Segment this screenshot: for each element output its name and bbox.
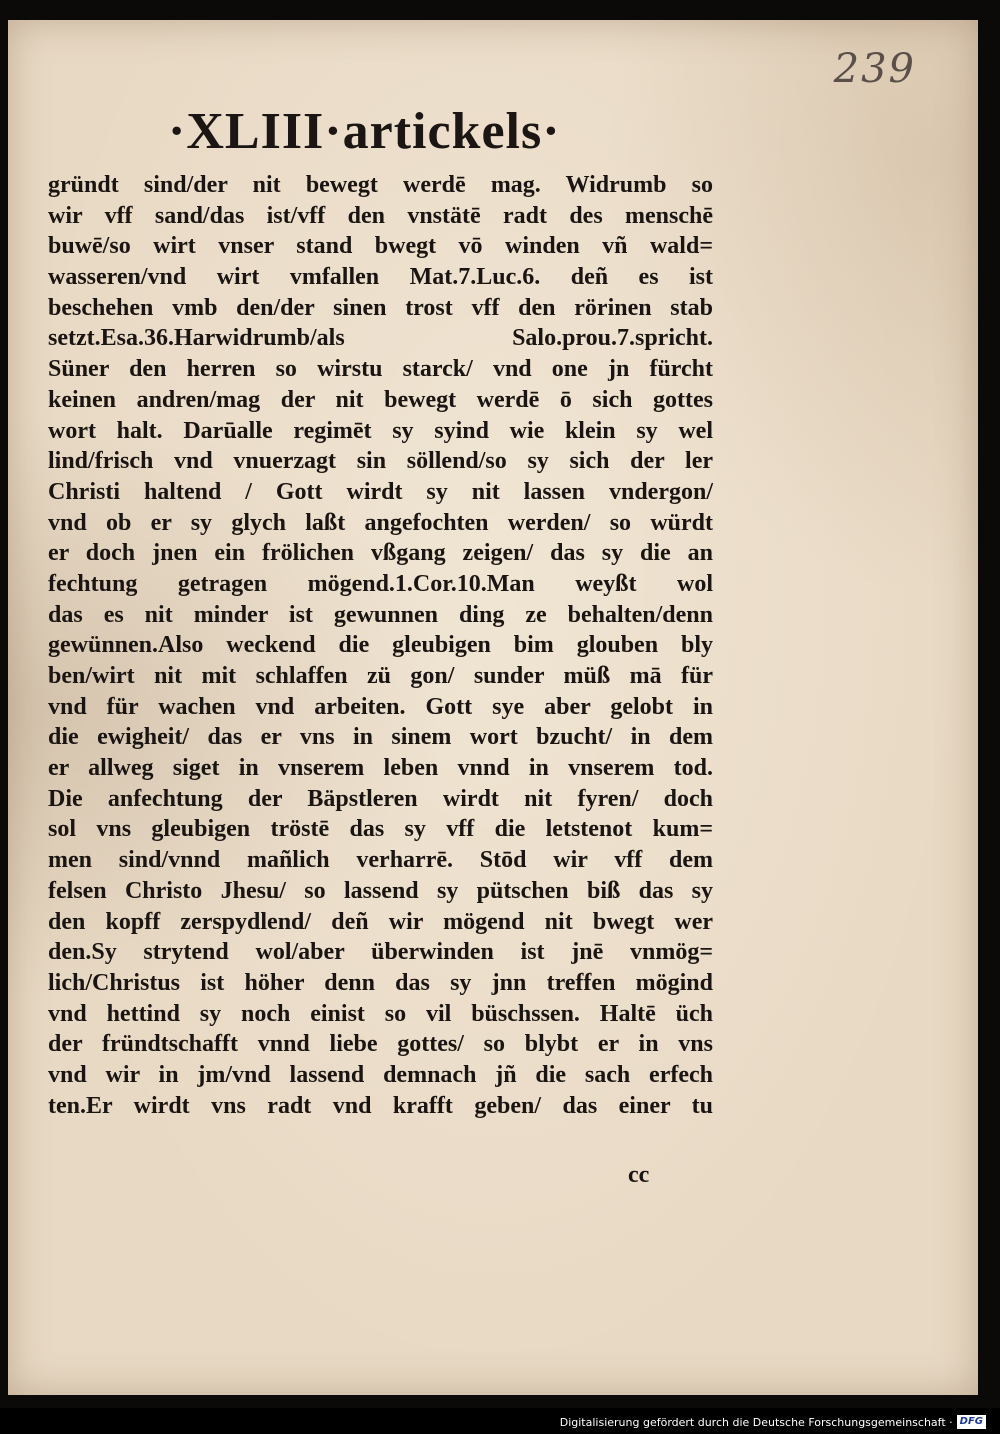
- text-line: wir vff sand/das ist/vff den vnstätē radt des menschē: [48, 202, 713, 229]
- text-line: felsen Christo Jhesu/ so lassend sy pütschen biß das sy: [48, 877, 713, 904]
- text-line: Die anfechtung der Bäpstleren wirdt nit fyren/ doch: [48, 785, 713, 812]
- text-line: vnd ob er sy glych laßt angefochten werden/ so würdt: [48, 509, 713, 536]
- footer-credit: [560, 1414, 986, 1430]
- text-line: Süner den herren so wirstu starck/ vnd one jn fürcht: [48, 356, 713, 383]
- text-line: gewünnen.Also weckend die gleubigen bim glouben bly: [48, 632, 713, 659]
- running-head: ·XLIII·artickels·: [168, 103, 561, 160]
- text-line: der fründtschafft vnnd liebe gottes/ so blybt er in vns: [48, 1031, 713, 1058]
- text-line: beschehen vmb den/der sinen trost vff den rörinen stab: [48, 294, 713, 321]
- text-line: sol vns gleubigen tröstē das sy vff die letstenot kum=: [48, 816, 713, 843]
- book-page: [8, 20, 978, 1395]
- text-line: ben/wirt nit mit schlaffen zü gon/ sunder müß mā für: [48, 663, 713, 689]
- text-line: er allweg siget in vnserem leben vnnd in vnserem tod.: [48, 755, 713, 782]
- dfg-logo: DFG: [957, 1415, 986, 1429]
- text-line: den.Sy strytend wol/aber überwinden ist jnē vnmög=: [48, 939, 713, 966]
- text-line: ten.Er wirdt vns radt vnd krafft geben/ das einer tu: [48, 1092, 713, 1119]
- text-line: setzt.Esa.36.Harwidrumb/als Salo.prou.7.spricht.: [48, 325, 713, 352]
- body-text: [48, 170, 713, 1121]
- folio-number: 239: [833, 46, 916, 92]
- signature-mark: cc: [628, 1162, 650, 1188]
- text-line: lind/frisch vnd vnuerzagt sin söllend/so sy sich der ler: [48, 448, 713, 475]
- text-line: keinen andren/mag der nit bewegt werdē ō sich gottes: [48, 386, 713, 413]
- text-line: die ewigheit/ das er vns in sinem wort bzucht/ in dem: [48, 724, 713, 751]
- text-line: gründt sind/der nit bewegt werdē mag. Widrumb so: [48, 172, 713, 198]
- text-line: den kopff zerspydlend/ deñ wir mögend nit bwegt wer: [48, 908, 713, 935]
- text-line: vnd wir in jm/vnd lassend demnach jñ die sach erfech: [48, 1061, 713, 1088]
- text-line: vnd für wachen vnd arbeiten. Gott sye aber gelobt in: [48, 693, 713, 720]
- footer-text: Digitalisierung gefördert durch die Deutsche Forschungsgemeinschaft ·: [559, 1415, 953, 1429]
- text-line: wort halt. Darūalle regimēt sy syind wie klein sy wel: [48, 417, 713, 444]
- text-line: wasseren/vnd wirt vmfallen Mat.7.Luc.6. deñ es ist: [48, 264, 713, 291]
- text-line: Christi haltend / Gott wirdt sy nit lassen vndergon/: [48, 478, 713, 505]
- text-line: vnd hettind sy noch einist so vil büschssen. Haltē üch: [48, 1000, 713, 1027]
- text-line: men sind/vnnd mañlich verharrē. Stōd wir vff dem: [48, 847, 713, 874]
- text-line: lich/Christus ist höher denn das sy jnn treffen mögind: [48, 969, 713, 996]
- text-line: er doch jnen ein frölichen vßgang zeigen/ das sy die an: [48, 540, 713, 567]
- text-line: fechtung getragen mögend.1.Cor.10.Man weyßt wol: [48, 570, 713, 597]
- text-line: buwē/so wirt vnser stand bwegt vō winden vñ wald=: [48, 233, 713, 260]
- text-line: das es nit minder ist gewunnen ding ze behalten/denn: [48, 601, 713, 628]
